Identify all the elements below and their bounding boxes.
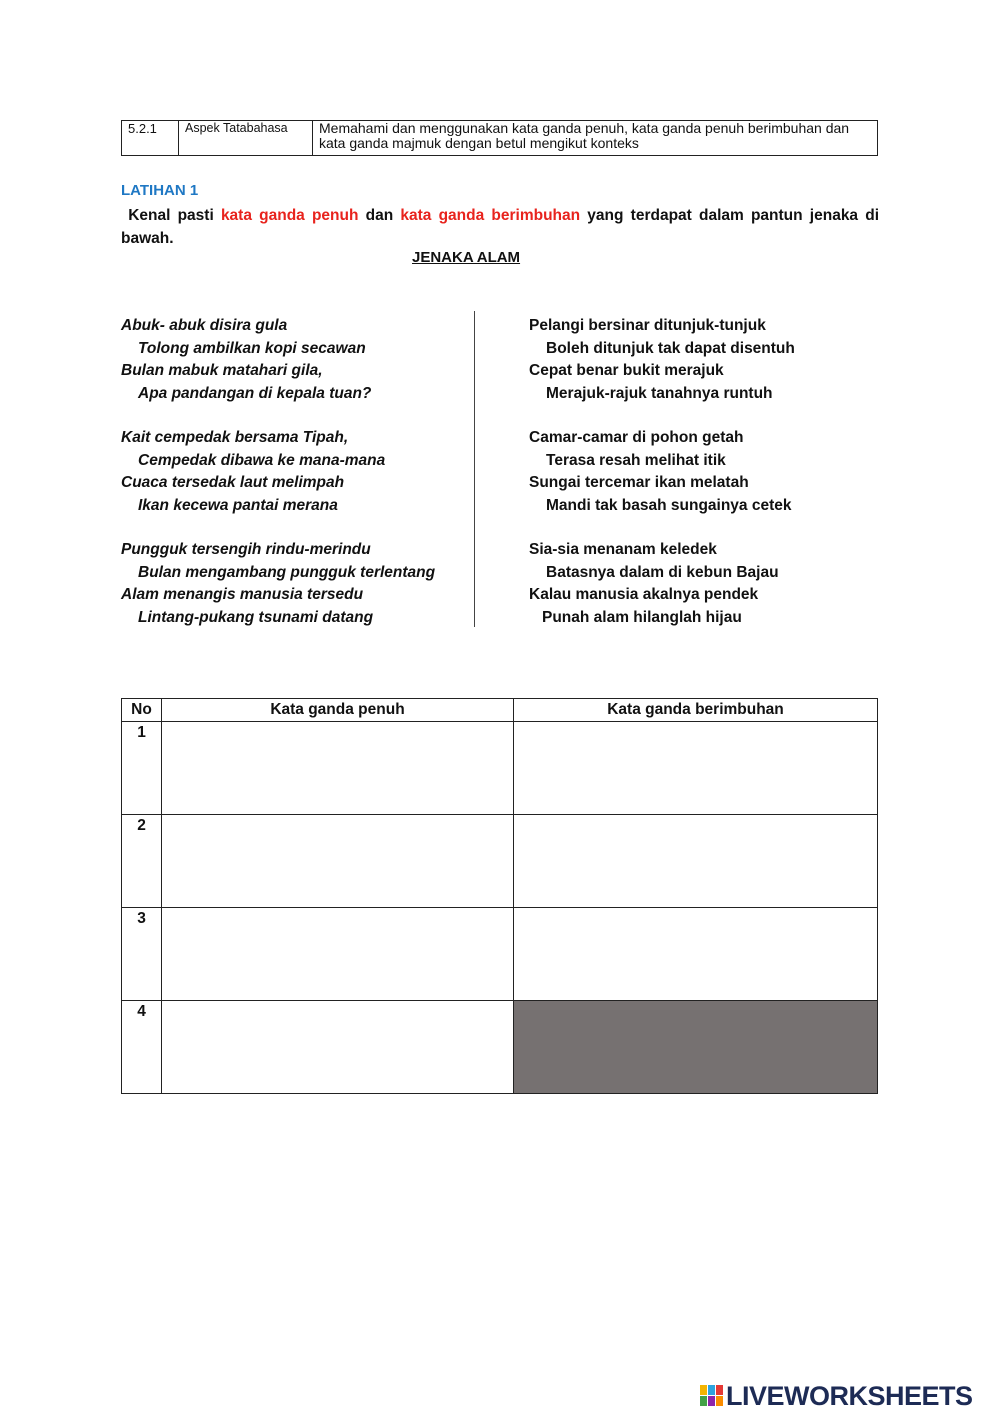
liveworksheets-logo-icon	[700, 1385, 724, 1407]
answer-table-header	[122, 699, 878, 722]
poem-title: JENAKA ALAM	[412, 249, 521, 266]
table-row	[122, 815, 878, 908]
poem-line: Terasa resah melihat itik	[546, 451, 726, 469]
liveworksheets-logo	[700, 1381, 973, 1412]
header-no: No	[122, 699, 162, 722]
poem-line: Lintang-pukang tsunami datang	[138, 608, 374, 626]
instruction-highlight-1: kata ganda penuh	[220, 207, 359, 224]
exercise-title: LATIHAN 1	[121, 182, 199, 199]
exercise-instruction	[121, 204, 879, 250]
right-stanza-1	[529, 315, 795, 405]
poem-line: Pungguk tersengih rindu-merindu	[121, 541, 371, 558]
poem-line: Cepat benar bukit merajuk	[529, 362, 724, 379]
instruction-text-2: dan	[358, 207, 401, 224]
row-number: 3	[122, 908, 162, 1001]
liveworksheets-logo-text: LIVEWORKSHEETS	[726, 1381, 973, 1411]
poem-line: Batasnya dalam di kebun Bajau	[546, 563, 779, 581]
poem-line: Cempedak dibawa ke mana-mana	[138, 451, 386, 469]
answer-input-berimbuhan-3[interactable]	[514, 908, 877, 1000]
table-row	[122, 722, 878, 815]
row-number: 1	[122, 722, 162, 815]
answer-input-penuh-1[interactable]	[162, 722, 513, 814]
answer-table	[121, 698, 878, 1094]
poem-line: Kait cempedak bersama Tipah,	[121, 429, 349, 446]
right-stanza-2	[529, 427, 795, 517]
answer-input-berimbuhan-1[interactable]	[514, 722, 877, 814]
left-stanza-2	[121, 427, 435, 517]
shaded-cell	[514, 1001, 878, 1094]
poem-line: Tolong ambilkan kopi secawan	[138, 339, 366, 357]
answer-input-penuh-2[interactable]	[162, 815, 513, 907]
row-number: 2	[122, 815, 162, 908]
objective-aspect: Aspek Tatabahasa	[179, 121, 313, 156]
poem-right-column	[529, 315, 795, 651]
poem-line: Merajuk-rajuk tanahnya runtuh	[546, 384, 773, 402]
poem-line: Camar-camar di pohon getah	[529, 429, 744, 446]
poem-line: Boleh ditunjuk tak dapat disentuh	[546, 339, 795, 357]
right-stanza-3	[529, 539, 795, 629]
answer-cell-penuh[interactable]	[162, 815, 514, 908]
poem-line: Sia-sia menanam keledek	[529, 541, 717, 558]
row-number: 4	[122, 1001, 162, 1094]
poem-line: Punah alam hilanglah hijau	[542, 608, 742, 626]
objective-description: Memahami dan menggunakan kata ganda penuh, kata ganda penuh berimbuhan dan kata ganda majmuk dengan betul mengikut konteks	[313, 121, 878, 156]
answer-input-berimbuhan-2[interactable]	[514, 815, 877, 907]
left-stanza-3	[121, 539, 435, 629]
poem-divider	[474, 311, 475, 627]
answer-input-penuh-3[interactable]	[162, 908, 513, 1000]
poem-line: Mandi tak basah sungainya cetek	[546, 496, 792, 514]
answer-input-penuh-4[interactable]	[162, 1001, 513, 1093]
answer-cell-penuh[interactable]	[162, 1001, 514, 1094]
objective-table	[121, 120, 878, 156]
header-kata-ganda-berimbuhan: Kata ganda berimbuhan	[514, 699, 878, 722]
answer-cell-penuh[interactable]	[162, 908, 514, 1001]
table-row	[122, 908, 878, 1001]
poem-line: Bulan mengambang pungguk terlentang	[138, 563, 436, 581]
poem-left-column	[121, 315, 435, 651]
instruction-text-1: Kenal pasti	[128, 207, 221, 224]
answer-cell-berimbuhan[interactable]	[514, 722, 878, 815]
poem-line: Bulan mabuk matahari gila,	[121, 362, 323, 379]
poem-line: Apa pandangan di kepala tuan?	[138, 384, 372, 402]
poem-line: Ikan kecewa pantai merana	[138, 496, 338, 514]
instruction-text-3: yang terdapat dalam pantun jenaka di bawah.	[121, 207, 880, 247]
table-row	[122, 1001, 878, 1094]
poem-line: Alam menangis manusia tersedu	[121, 586, 364, 603]
left-stanza-1	[121, 315, 435, 405]
poem-line: Abuk- abuk disira gula	[121, 317, 288, 334]
poem-line: Kalau manusia akalnya pendek	[529, 586, 759, 603]
objective-code: 5.2.1	[122, 121, 179, 156]
header-kata-ganda-penuh: Kata ganda penuh	[162, 699, 514, 722]
answer-cell-berimbuhan[interactable]	[514, 815, 878, 908]
poem-line: Pelangi bersinar ditunjuk-tunjuk	[529, 317, 766, 334]
instruction-highlight-2: kata ganda berimbuhan	[400, 207, 581, 224]
answer-cell-penuh[interactable]	[162, 722, 514, 815]
answer-cell-berimbuhan[interactable]	[514, 908, 878, 1001]
poem-line: Cuaca tersedak laut melimpah	[121, 474, 345, 491]
poem-line: Sungai tercemar ikan melatah	[529, 474, 749, 491]
